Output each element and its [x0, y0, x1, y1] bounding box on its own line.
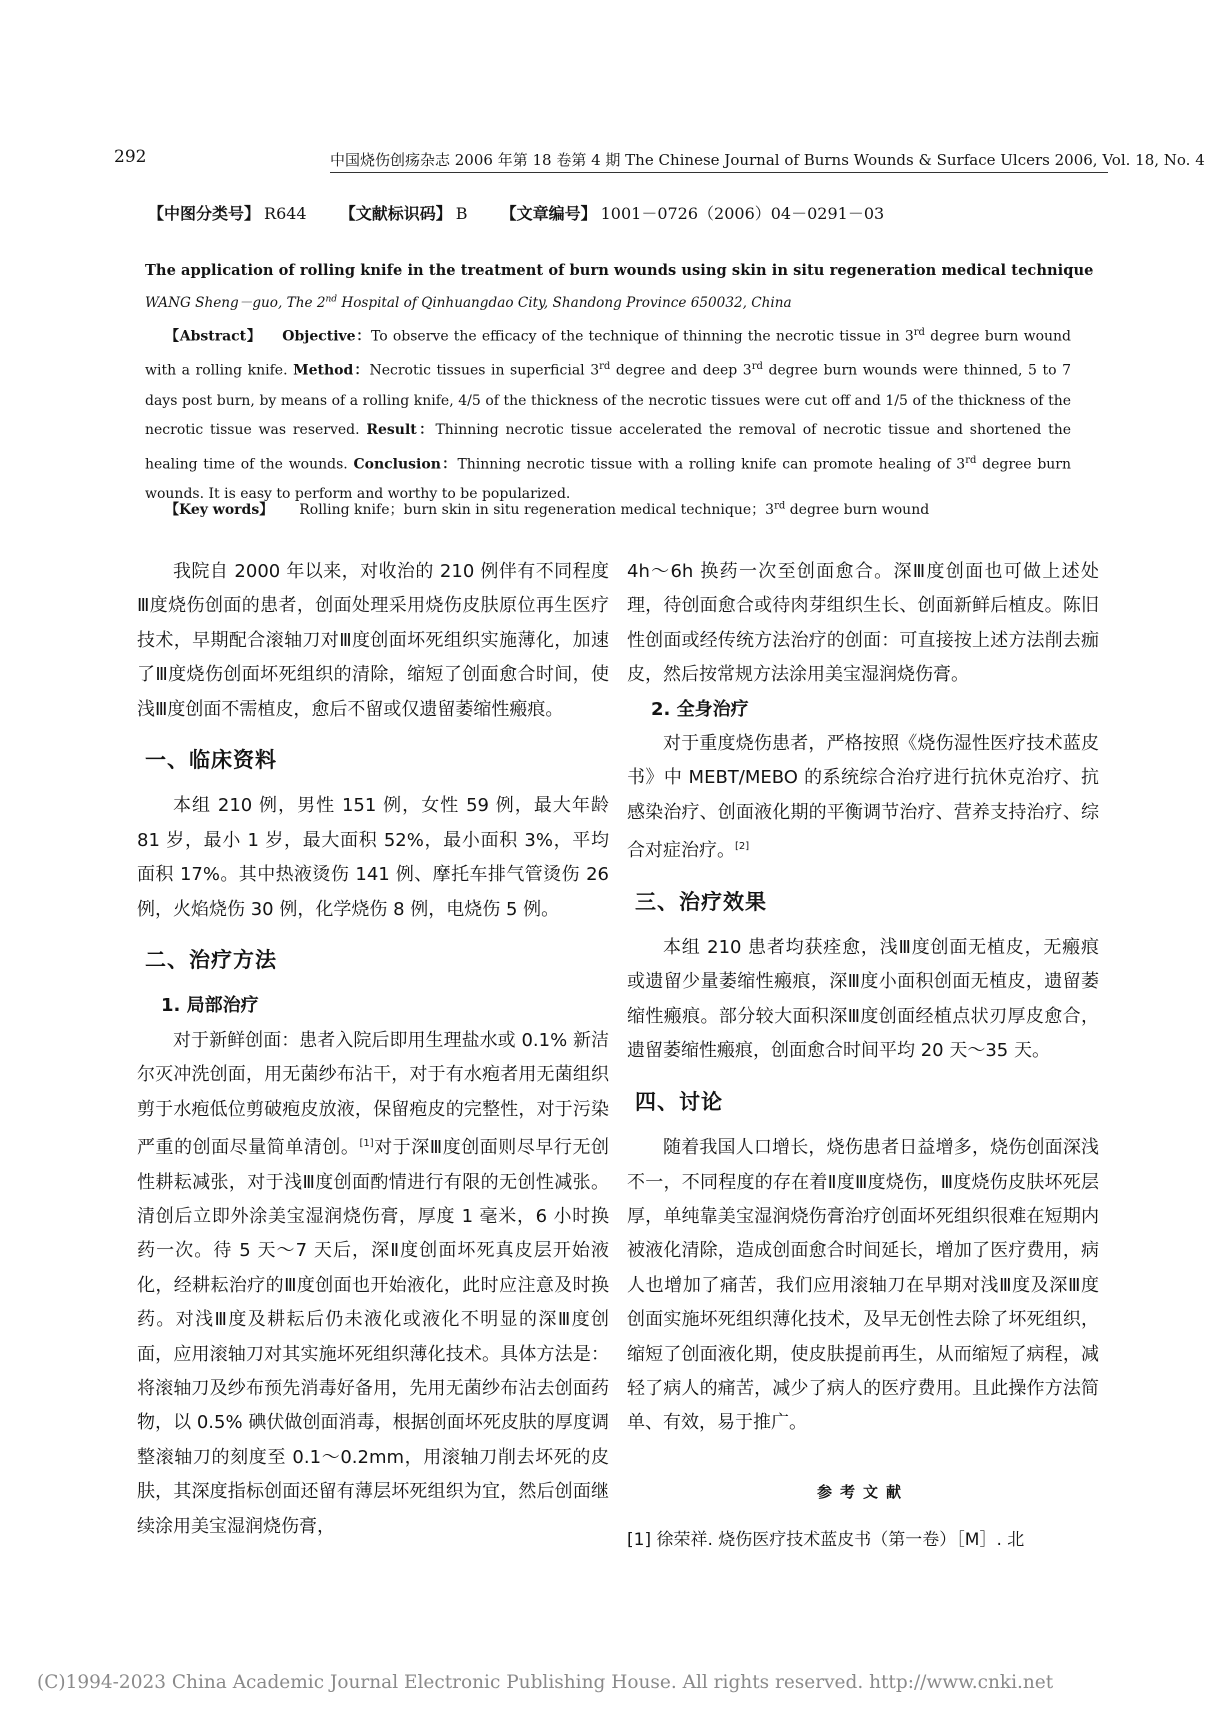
- section-2-1-text: 对于新鲜创面：患者入院后即用生理盐水或 0.1% 新洁尔灭冲洗创面，用无菌纱布沾干，对于有水疱者用无菌组织剪于水疱低位剪破疱皮放液，保留疱皮的完整性，对于污染严重的创面尽量简单清创。[1]对于深Ⅲ度创面则尽早行无创性耕耘减张，对于浅Ⅲ度创面酌情进行有限的无创性减张。清创后立即外涂美宝湿润烧伤膏，厚度 1 毫米，6 小时换药一次。待 5 天～7 天后，深Ⅱ度创面坏死真皮层开始液化，经耕耘治疗的Ⅲ度创面也开始液化，此时应注意及时换药。对浅Ⅲ度及耕耘后仍未液化或液化不明显的深Ⅲ度创面，应用滚轴刀对其实施坏死组织薄化技术。具体方法是：将滚轴刀及纱布预先消毒好备用，先用无菌纱布沾去创面药物，以 0.5% 碘伏做创面消毒，根据创面坏死皮肤的厚度调整滚轴刀的刻度至 0.1～0.2mm，用滚轴刀削去坏死的皮肤，其深度指标创面还留有薄层坏死组织为宜，然后创面继续涂用美宝湿润烧伤膏，: [137, 1029, 609, 1537]
- section-4-text: 随着我国人口增长，烧伤患者日益增多，烧伤创面深浅不一，不同程度的存在着Ⅱ度Ⅲ度烧伤，Ⅲ度烧伤皮肤坏死层厚，单纯靠美宝湿润烧伤膏治疗创面坏死组织很难在短期内被液化清除，造成创面愈合时间延长，增加了医疗费用，病人也增加了痛苦，我们应用滚轴刀在早期对浅Ⅲ度及深Ⅲ度创面实施坏死组织薄化技术，及早无创性去除了坏死组织，缩短了创面液化期，使皮肤提前再生，从而缩短了病程，减轻了病人的痛苦，减少了病人的医疗费用。且此操作方法简单、有效，易于推广。: [627, 1137, 1099, 1434]
- section-2-2-text: 对于重度烧伤患者，严格按照《烧伤湿性医疗技术蓝皮书》中 MEBT/MEBO 的系统综合治疗进行抗休克治疗、抗感染治疗、创面液化期的平衡调节治疗、营养支持治疗、综合对症治疗。[2]: [627, 733, 1099, 862]
- english-authors: WANG Sheng－guo, The 2nd Hospital of Qinhuangdao City, Shandong Province 650032, China: [145, 294, 792, 311]
- section-2-1-heading: 1. 局部治疗: [161, 995, 259, 1017]
- section-1-heading: 一、临床资料: [145, 748, 277, 773]
- english-keywords: 【Key words】 Rolling knife；burn skin in situ regeneration medical technique；3rd degree burn wound: [165, 500, 930, 518]
- citation-2: [2]: [735, 841, 750, 853]
- citation-1: [1]: [359, 1138, 374, 1150]
- english-abstract: 【Abstract】 Objective：To observe the efficacy of the technique of thinning the necrotic tissue in 3rd degree burn wound with a rolling knife. Method：Necrotic tissues in superficial 3rd degree and deep 3rd degree burn wounds were thinned, 5 to 7 days post burn, by means of a rolling knife, 4/5 of the thickness of the necrotic tissues were cut off and 1/5 of the thickness of the necrotic tissue was reserved. Result：Thinning necrotic tissue accelerated the removal of necrotic tissue and shortened the healing time of the wounds. Conclusion：Thinning necrotic tissue with a rolling knife can promote healing of 3rd degree burn wounds. It is easy to perform and worthy to be popularized.: [145, 327, 1072, 502]
- header-rule: [330, 172, 1108, 173]
- clc-value: R644: [264, 204, 307, 223]
- section-2-1-text-continued: 4h～6h 换药一次至创面愈合。深Ⅲ度创面也可做上述处理，待创面愈合或待肉芽组织生长、创面新鲜后植皮。陈旧性创面或经传统方法治疗的创面：可直接按上述方法削去痂皮，然后按常规方法涂用美宝湿润烧伤膏。: [627, 561, 1099, 686]
- section-2-heading: 二、治疗方法: [145, 948, 277, 973]
- copyright-footer: (C)1994-2023 China Academic Journal Electronic Publishing House. All rights reserved. http://www.cnki.net: [37, 1672, 1054, 1693]
- section-1-text: 本组 210 例，男性 151 例，女性 59 例，最大年龄 81 岁，最小 1 岁，最大面积 52%，最小面积 3%，平均面积 17%。其中热液烫伤 141 例、摩托车排气管烫伤 26 例，火焰烧伤 30 例，化学烧伤 8 例，电烧伤 5 例。: [137, 795, 609, 920]
- section-3-text: 本组 210 患者均获痊愈，浅Ⅲ度创面无植皮，无瘢痕或遗留少量萎缩性瘢痕，深Ⅲ度小面积创面无植皮，遗留萎缩性瘢痕。部分较大面积深Ⅲ度创面经植点状刃厚皮愈合，遗留萎缩性瘢痕，创面愈合时间平均 20 天～35 天。: [627, 937, 1099, 1062]
- body-right-column: [627, 555, 1099, 1558]
- references-heading: 参考文献: [816, 1482, 909, 1501]
- doc-code-value: B: [455, 204, 468, 223]
- section-2-2-heading: 2. 全身治疗: [651, 698, 749, 720]
- article-no-value: 1001－0726（2006）04－0291－03: [600, 204, 885, 223]
- abstract-label: 【Abstract】: [165, 328, 262, 345]
- section-3-heading: 三、治疗效果: [635, 889, 767, 914]
- doc-code-label: 【文献标识码】: [339, 204, 452, 223]
- clc-label: 【中图分类号】: [148, 204, 261, 223]
- english-title: The application of rolling knife in the treatment of burn wounds using skin in situ regeneration medical technique: [145, 262, 1094, 279]
- section-4-heading: 四、讨论: [635, 1089, 723, 1114]
- reference-1: [1] 徐荣祥. 烧伤医疗技术蓝皮书（第一卷）［M］. 北: [627, 1530, 1025, 1551]
- article-no-label: 【文章编号】: [500, 204, 597, 223]
- page-number: 292: [114, 147, 147, 167]
- classification-line: [148, 201, 912, 224]
- body-left-column: [137, 555, 609, 1544]
- intro-paragraph: 我院自 2000 年以来，对收治的 210 例伴有不同程度Ⅲ度烧伤创面的患者，创面处理采用烧伤皮肤原位再生医疗技术，早期配合滚轴刀对Ⅲ度创面坏死组织实施薄化，加速了Ⅲ度烧伤创面坏死组织的清除，缩短了创面愈合时间，使浅Ⅲ度创面不需植皮，愈后不留或仅遗留萎缩性瘢痕。: [137, 561, 609, 720]
- running-header: 中国烧伤创疡杂志 2006 年第 18 卷第 4 期 The Chinese Journal of Burns Wounds & Surface Ulcers 2006, Vol. 18, No. 4: [330, 151, 1205, 169]
